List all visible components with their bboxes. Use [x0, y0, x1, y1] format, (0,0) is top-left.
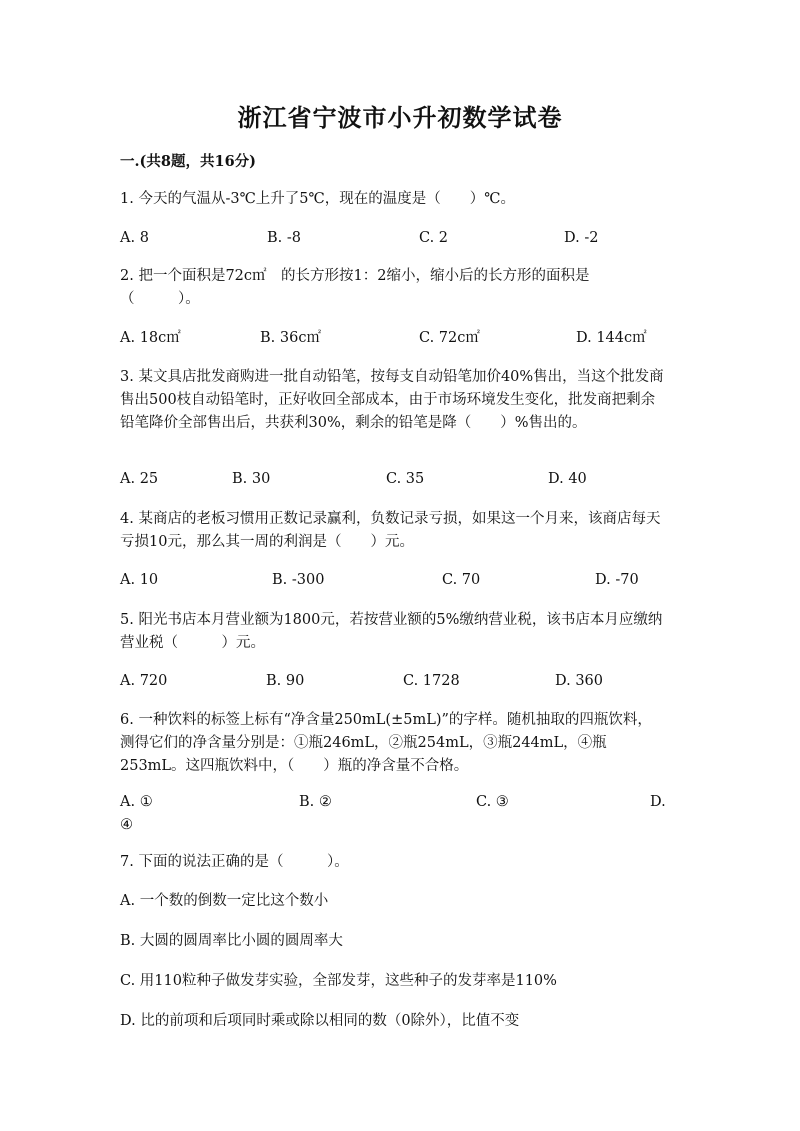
- option-c[interactable]: C. 72c㎡: [419, 330, 480, 346]
- question-3: 3. 某文具店批发商购进一批自动铅笔，按每支自动铅笔加价40%售出，当这个批发商售出500枝自动铅笔时，正好收回全部成本，由于市场环境发生变化，批发商把剩余铅笔降价全部售出后，共获利30%，剩余的铅笔是降（ ）%售出的。: [120, 369, 664, 431]
- page-title: 浙江省宁波市小升初数学试卷: [237, 103, 563, 132]
- option-c[interactable]: C. 70: [442, 572, 481, 588]
- question-5: 5. 阳光书店本月营业额为1800元，若按营业额的5%缴纳营业税，该书店本月应缴纳营业税（ ）元。: [120, 612, 663, 651]
- option-b[interactable]: B. 大圆的圆周率比小圆的圆周率大: [120, 933, 343, 949]
- option-a[interactable]: A. 25: [120, 471, 159, 487]
- option-b[interactable]: B. 30: [232, 471, 271, 487]
- question-6: 6. 一种饮料的标签上标有“净含量250mL(±5mL)”的字样。随机抽取的四瓶饮料，测得它们的净含量分别是：①瓶246mL，②瓶254mL，③瓶244mL，④瓶253mL。这四瓶饮料中，（ ）瓶的净含量不合格。: [120, 712, 652, 774]
- option-b[interactable]: B. ②: [299, 794, 332, 810]
- option-c[interactable]: C. 1728: [403, 673, 460, 689]
- option-b[interactable]: B. -8: [267, 230, 301, 246]
- option-a[interactable]: A. 一个数的倒数一定比这个数小: [120, 893, 329, 909]
- question-2: 2. 把一个面积是72c㎡ 的长方形按1：2缩小，缩小后的长方形的面积是（ ）。: [120, 268, 590, 307]
- option-d-value[interactable]: ④: [120, 817, 133, 833]
- option-b[interactable]: B. -300: [272, 572, 325, 588]
- option-a[interactable]: A. 8: [120, 230, 149, 246]
- option-d[interactable]: D. 144c㎡: [576, 330, 647, 346]
- question-1: 1. 今天的气温从-3℃上升了5℃，现在的温度是（ ）℃。: [120, 191, 515, 207]
- option-a[interactable]: A. ①: [120, 794, 153, 810]
- option-d[interactable]: D.: [650, 794, 666, 810]
- option-d[interactable]: D. 40: [548, 471, 587, 487]
- question-7: 7. 下面的说法正确的是（ ）。: [120, 854, 349, 870]
- option-a[interactable]: A. 720: [120, 673, 168, 689]
- option-a[interactable]: A. 18c㎡: [120, 330, 181, 346]
- option-a[interactable]: A. 10: [120, 572, 159, 588]
- option-d[interactable]: D. 比的前项和后项同时乘或除以相同的数（0除外），比值不变: [120, 1013, 520, 1029]
- section-heading: 一.(共8题，共16分): [120, 153, 257, 170]
- question-4: 4. 某商店的老板习惯用正数记录赢利，负数记录亏损，如果这一个月来，该商店每天亏损10元，那么其一周的利润是（ ）元。: [120, 511, 661, 550]
- option-d[interactable]: D. -2: [564, 230, 599, 246]
- option-b[interactable]: B. 90: [266, 673, 305, 689]
- option-b[interactable]: B. 36c㎡: [260, 330, 321, 346]
- option-c[interactable]: C. 2: [419, 230, 449, 246]
- option-d[interactable]: D. 360: [555, 673, 604, 689]
- option-d[interactable]: D. -70: [595, 572, 639, 588]
- option-c[interactable]: C. ③: [476, 794, 509, 810]
- option-c[interactable]: C. 用110粒种子做发芽实验，全部发芽，这些种子的发芽率是110%: [120, 973, 557, 989]
- option-c[interactable]: C. 35: [386, 471, 425, 487]
- question-6-options: [120, 791, 665, 837]
